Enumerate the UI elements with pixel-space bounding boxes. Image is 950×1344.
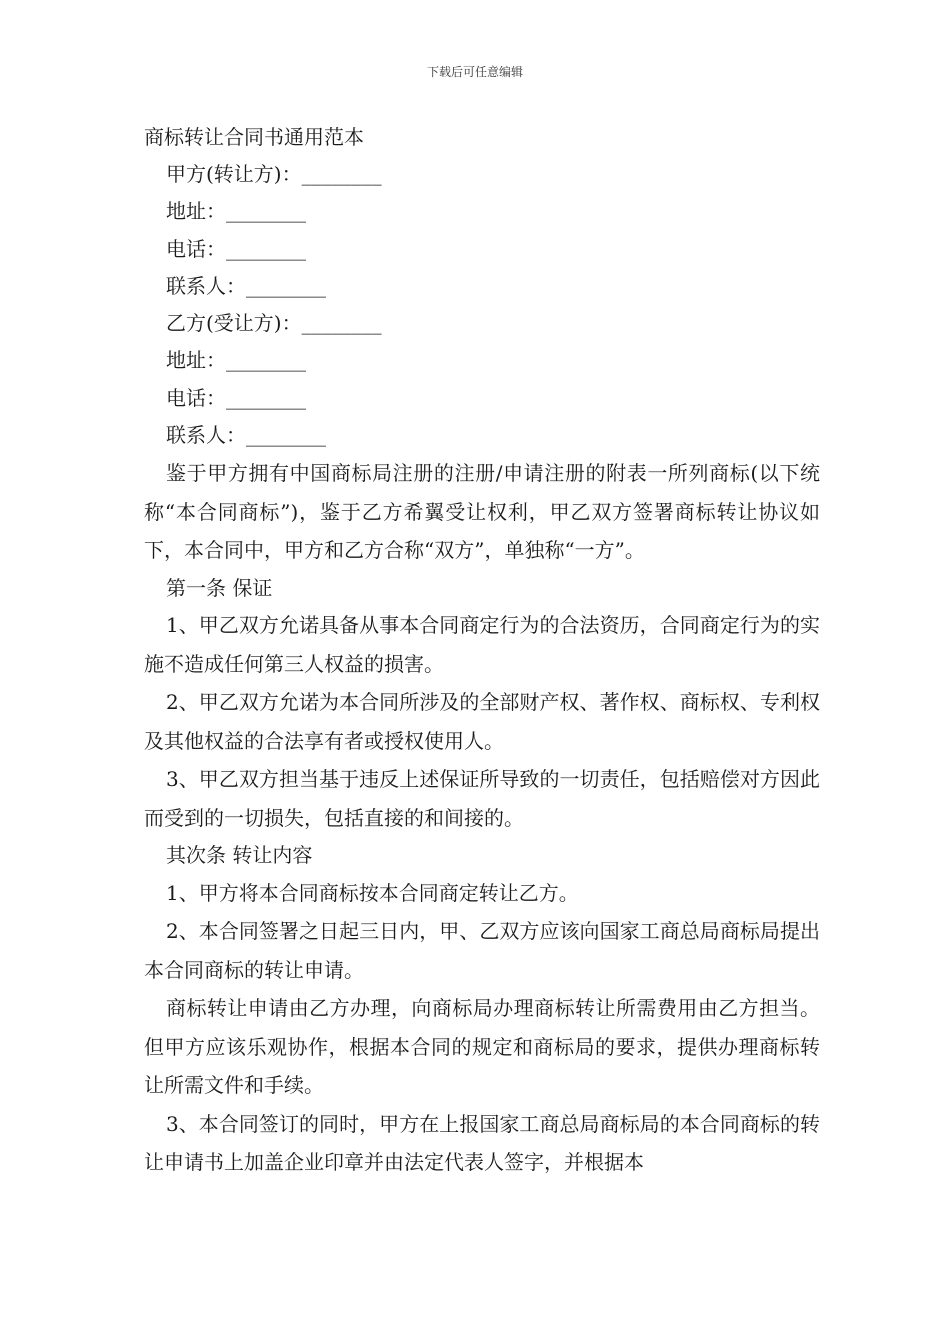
page-header-note: 下载后可任意编辑 (426, 65, 523, 79)
party-b-address: 地址：________ (166, 348, 306, 373)
article-1-item-3: 3、甲乙双方担当基于违反上述保证所导致的一切责任，包括赔偿对方因此而受到的一切损失，包括直接的和间接的。 (144, 767, 820, 830)
article-2-heading: 其次条 转让内容 (166, 843, 313, 868)
party-a-contact: 联系人：________ (166, 273, 326, 298)
party-b-contact: 联系人：________ (166, 423, 326, 448)
article-2-item-1: 1、甲方将本合同商标按本合同商定转让乙方。 (166, 880, 579, 905)
article-1-item-1: 1、甲乙双方允诺具备从事本合同商定行为的合法资历，合同商定行为的实施不造成任何第三人权益的损害。 (144, 613, 820, 676)
party-b-label: 乙方(受让方)：________ (166, 311, 382, 336)
article-2-paragraph-application: 商标转让申请由乙方办理，向商标局办理商标转让所需费用由乙方担当。但甲方应该乐观协作，根据本合同的规定和商标局的要求，提供办理商标转让所需文件和手续。 (144, 996, 820, 1098)
article-1-item-2: 2、甲乙双方允诺为本合同所涉及的全部财产权、著作权、商标权、专利权及其他权益的合法享有者或授权使用人。 (144, 690, 820, 753)
article-2-item-3: 3、本合同签订的同时，甲方在上报国家工商总局商标局的本合同商标的转让申请书上加盖企业印章并由法定代表人签字，并根据本 (144, 1111, 820, 1175)
preamble-paragraph: 鉴于甲方拥有中国商标局注册的注册/申请注册的附表一所列商标(以下统称“本合同商标”)，鉴于乙方希翼受让权利，甲乙双方签署商标转让协议如下，本合同中，甲方和乙方合称“双方”，单独称“一方”。 (144, 461, 820, 563)
article-2-item-2: 2、本合同签署之日起三日内，甲、乙双方应该向国家工商总局商标局提出本合同商标的转让申请。 (144, 919, 820, 982)
party-a-phone: 电话：________ (166, 236, 306, 261)
document-title: 商标转让合同书通用范本 (144, 125, 364, 149)
article-1-heading: 第一条 保证 (166, 575, 273, 600)
party-a-address: 地址：________ (166, 199, 306, 224)
contract-body (144, 118, 820, 1182)
party-a-label: 甲方(转让方)：________ (166, 162, 382, 186)
party-b-phone: 电话：________ (166, 385, 306, 410)
